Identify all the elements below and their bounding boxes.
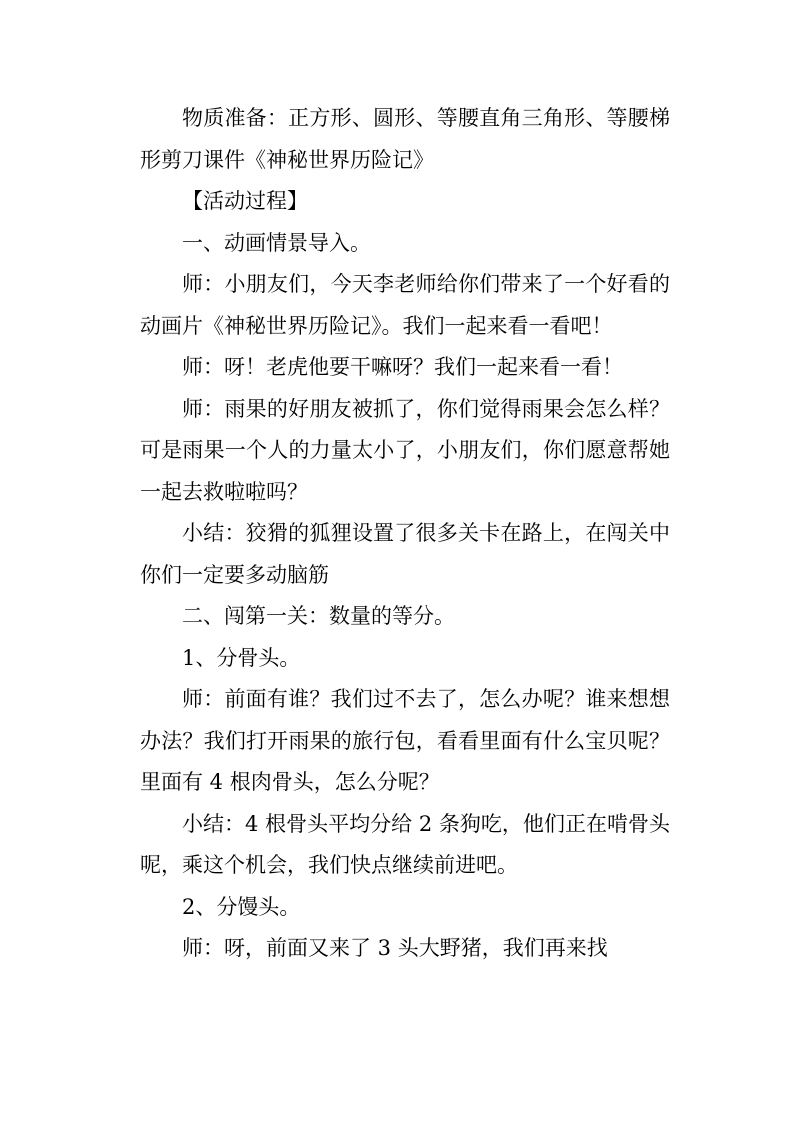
section-heading-activity-process: 【活动过程】 bbox=[182, 189, 308, 213]
document-body bbox=[140, 98, 670, 970]
paragraph-teacher-friend-caught: 师：雨果的好朋友被抓了，你们觉得雨果会怎么样？可是雨果一个人的力量太小了，小朋友们，你们愿意帮她一起去救啦啦吗？ bbox=[140, 396, 670, 504]
paragraph-materials: 物质准备：正方形、圆形、等腰直角三角形、等腰梯形剪刀课件《神秘世界历险记》 bbox=[140, 106, 670, 172]
paragraph-teacher-tiger: 师：呀！老虎他要干嘛呀？我们一起来看一看！ bbox=[182, 355, 623, 379]
subheading-divide-bones: 1、分骨头。 bbox=[182, 645, 301, 670]
section-heading-animation-intro: 一、动画情景导入。 bbox=[182, 230, 371, 255]
paragraph-teacher-boars: 师：呀，前面又来了 3 头大野猪，我们再来找 bbox=[182, 936, 608, 960]
section-heading-first-level: 二、闯第一关：数量的等分。 bbox=[182, 604, 455, 628]
paragraph-teacher-intro: 师：小朋友们，今天李老师给你们带来了一个好看的动画片《神秘世界历险记》。我们一起来看一看吧！ bbox=[140, 272, 670, 338]
paragraph-teacher-bones: 师：前面有谁？我们过不去了，怎么办呢？谁来想想办法？我们打开雨果的旅行包，看看里面有什么宝贝呢？里面有 4 根肉骨头，怎么分呢？ bbox=[140, 687, 670, 794]
paragraph-summary-bones: 小结：4 根骨头平均分给 2 条狗吃，他们正在啃骨头呢，乘这个机会，我们快点继续前进吧。 bbox=[140, 811, 670, 877]
paragraph-summary-fox: 小结：狡猾的狐狸设置了很多关卡在路上，在闯关中你们一定要多动脑筋 bbox=[140, 521, 670, 587]
subheading-divide-buns: 2、分馒头。 bbox=[182, 894, 301, 919]
